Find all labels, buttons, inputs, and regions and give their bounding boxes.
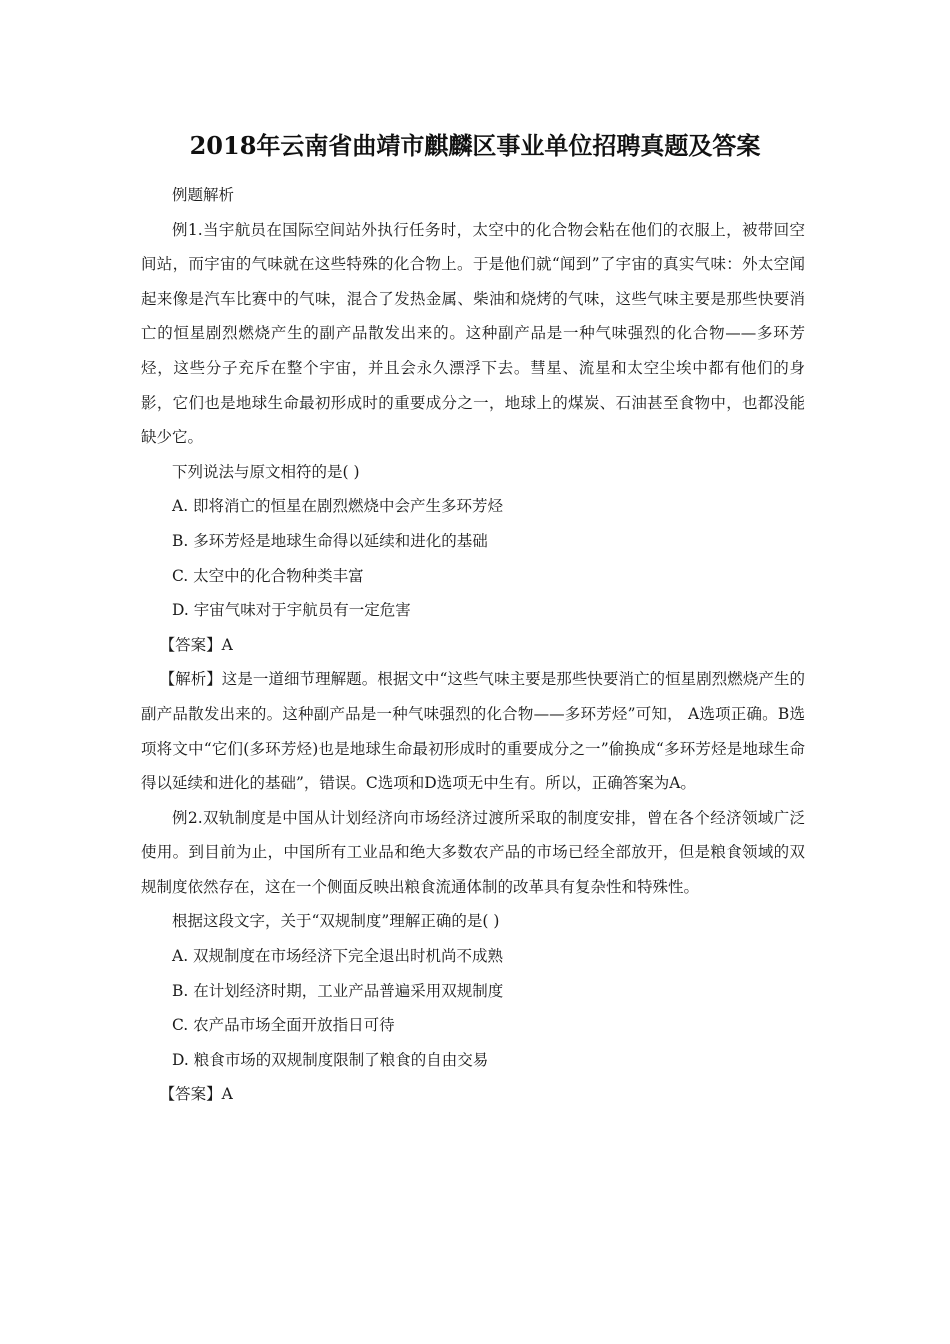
document-title: 2018年云南省曲靖市麒麟区事业单位招聘真题及答案 (189, 131, 761, 160)
example-1-analysis: 【解析】这是一道细节理解题。根据文中“这些气味主要是那些快要消亡的恒星剧烈燃烧产生的副产品散发出来的。这种副产品是一种气味强烈的化合物——多环芳烃”可知， A选项正确。B选项将文中“它们(多环芳烃)也是地球生命最初形成时的重要成分之一”偷换成“多环芳烃是地球生命得以延续和进化的基础”，错误。C选项和D选项无中生有。所以，正确答案为A。 (141, 670, 805, 793)
example-2-option-c: C. 农产品市场全面开放指日可待 (172, 1016, 395, 1035)
example-2-question: 根据这段文字，关于“双规制度”理解正确的是( ) (172, 912, 500, 931)
example-2-option-b: B. 在计划经济时期，工业产品普遍采用双规制度 (172, 981, 504, 1000)
document-body (141, 178, 805, 1112)
example-2-passage: 例2.双轨制度是中国从计划经济向市场经济过渡所采取的制度安排，曾在各个经济领域广泛使用。到目前为止，中国所有工业品和绝大多数农产品的市场已经全部放开，但是粮食领域的双规制度依然存在，这在一个侧面反映出粮食流通体制的改革具有复杂性和特殊性。 (141, 808, 805, 896)
section-heading: 例题解析 (172, 186, 235, 204)
example-1-option-d: D. 宇宙气味对于宇航员有一定危害 (172, 601, 411, 620)
example-1-question: 下列说法与原文相符的是( ) (172, 462, 360, 481)
example-2-option-d: D. 粮食市场的双规制度限制了粮食的自由交易 (172, 1050, 489, 1069)
example-1-option-a: A. 即将消亡的恒星在剧烈燃烧中会产生多环芳烃 (172, 497, 504, 516)
example-1-answer: 【答案】A (159, 635, 233, 654)
example-2-answer: 【答案】A (159, 1085, 233, 1104)
example-1-option-b: B. 多环芳烃是地球生命得以延续和进化的基础 (172, 531, 488, 550)
example-1-passage: 例1.当宇航员在国际空间站外执行任务时，太空中的化合物会粘在他们的衣服上，被带回空间站，而宇宙的气味就在这些特殊的化合物上。于是他们就“闻到”了宇宙的真实气味：外太空闻起来像是汽车比赛中的气味，混合了发热金属、柴油和烧烤的气味，这些气味主要是那些快要消亡的恒星剧烈燃烧产生的副产品散发出来的。这种副产品是一种气味强烈的化合物——多环芳烃，这些分子充斥在整个宇宙，并且会永久漂浮下去。彗星、流星和太空尘埃中都有他们的身影，它们也是地球生命最初形成时的重要成分之一，地球上的煤炭、石油甚至食物中，也都没能缺少它。 (141, 220, 805, 447)
example-1-option-c: C. 太空中的化合物种类丰富 (172, 566, 364, 585)
example-2-option-a: A. 双规制度在市场经济下完全退出时机尚不成熟 (172, 947, 504, 966)
